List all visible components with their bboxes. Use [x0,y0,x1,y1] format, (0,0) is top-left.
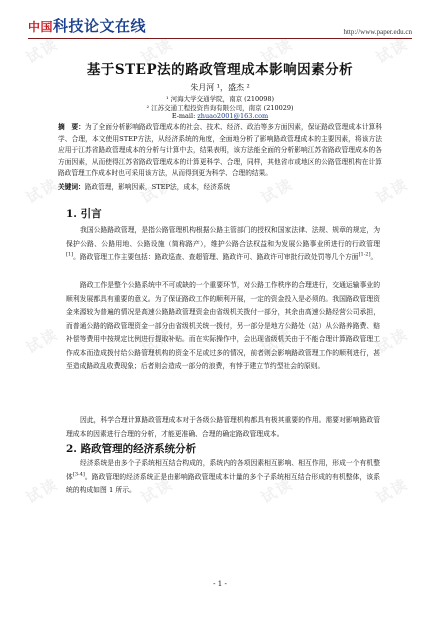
watermark-text: 试读 [23,34,62,68]
watermark-text: 试读 [138,174,177,208]
logo-part1: 中国 [28,20,54,34]
site-url-link[interactable]: http://www.paper.edu.cn [343,28,412,36]
paragraph-text: 经济系统是由多个子系统相互结合构成的，系统内的各项因素相互影响、相互作用，形成一个有机整体 [66,459,380,481]
affiliation-1: ¹ 河海大学交通学院，南京 (210098) [165,95,275,103]
paragraph-text: 我国公路路政管理，是指公路管理机构根据公路主管部门的授权和国家法律、法规、规章的规定，为保护公路、公路用地、公路设施（简称路产），维护公路合法权益和为发展公路事业所进行的行政管理 [66,226,380,248]
intro-paragraph-3: 因此，科学合理计算路政管理成本对于各级公路管理机构都具有极其重要的作用。需要对影响路政管理成本的因素进行合理的分析，才能更准确、合理的确定路政管理成本。 [66,416,380,438]
site-logo[interactable] [28,15,146,36]
abstract [58,122,382,180]
intro-paragraph-2: 路政工作是整个公路系统中不可或缺的一个重要环节，对公路工作秩序的合理进行，交通运输事业的顺利发展都具有重要的意义。为了保证路政工作的顺利开展，一定的资金投入是必须的。我国路政管理资金来源较为普遍的情况是高速公路路政管理资金由省级机关拨付一部分，其余由高速公路经营公司承担，而普通公路的路政管理资金一部分由省级机关统一拨付，另一部分是地方公路处（站）从公路养路费、赔补偿等费用中按规定比例进行提取补贴。而在实际操作中，会出现省级机关由于不能合理计算路政管理工作成本而造成拨付给公路管理机构的资金不足或过多的情况，前者则会影响路政管理工作的顺利进行，甚至造成路政乱收费现象；后者则会造成一部分的浪费，有悖于建立节约型社会的原则。 [66,281,380,370]
watermark-text: 试读 [23,474,62,508]
page-number: - 1 - [213,580,227,588]
citation[interactable]: [3-4] [72,471,85,478]
email-label: E-mail: [171,112,198,120]
section-heading-economic-system: 2. 路政管理的经济系统分析 [66,443,197,455]
keywords-text: 路政管理，影响因素，STEP法，成本，经济系统 [84,183,231,191]
logo-part2: 科技论文在线 [53,17,147,35]
watermark-text: 试读 [373,34,412,68]
watermark-text: 试读 [258,474,297,508]
watermark-text: 试读 [138,474,177,508]
intro-paragraph-1 [66,224,380,265]
paper-authors: 朱月河 ¹，盛杰 ² [190,83,250,92]
section2-paragraph-1 [66,457,380,498]
watermark-text: 试读 [258,324,297,358]
watermark-text: 试读 [373,174,412,208]
keywords [58,181,382,191]
watermark-text: 试读 [23,174,62,208]
page-header [28,10,412,39]
watermark-text: 试读 [258,34,297,68]
abstract-text: 为了全面分析影响路政管理成本的社会、技术、经济、政治等多方面因素，保证路政管理成本计算科学、合理，本文使用STEP方法，从经济系统的角度，全面地分析了影响路政管理成本的主要因素，将该方法应用于江苏省路政管理成本的分析与计算中去，结果表明，该方法能全面的分析影响江苏省路政管理成本的各方面因素，从而使得江苏省路政管理成本的计算更科学、合理，同样，其他省市或地区的公路管理机构在计算路政管理工作成本时也可采用该方法，从而得到更为科学、合理的结果。 [58,123,383,177]
paragraph-text: 。路政管理工作主要包括：路政巡查、查超管理、路政许可、路政许可审批行政处罚等几个方面 [73,253,359,261]
watermark-text: 试读 [23,324,62,358]
watermark-text: 试读 [258,174,297,208]
watermark-text: 试读 [373,474,412,508]
watermark-text: 试读 [138,34,177,68]
citation[interactable]: [1] [66,251,74,258]
author-email [0,112,440,120]
email-link[interactable]: zhuao2001@163.com [197,112,269,120]
watermark-text: 试读 [138,324,177,358]
paragraph-text: 。路政管理的经济系统正是由影响路政管理成本计量的多个子系统相互结合形成的有机整体，该系统的构成如图 1 所示。 [66,472,381,494]
section-heading-introduction: 1. 引言 [66,208,102,220]
affiliation-2: ² 江苏交通工程投资咨询有限公司，南京 (210029) [146,104,294,112]
citation[interactable]: [1-2] [358,251,371,258]
keywords-label: 关键词： [58,183,85,191]
paragraph-text: 。 [370,253,378,261]
watermark-text: 试读 [373,324,412,358]
abstract-label: 摘 要： [58,123,86,131]
paper-title: 基于STEP法的路政管理成本影响因素分析 [86,62,354,78]
